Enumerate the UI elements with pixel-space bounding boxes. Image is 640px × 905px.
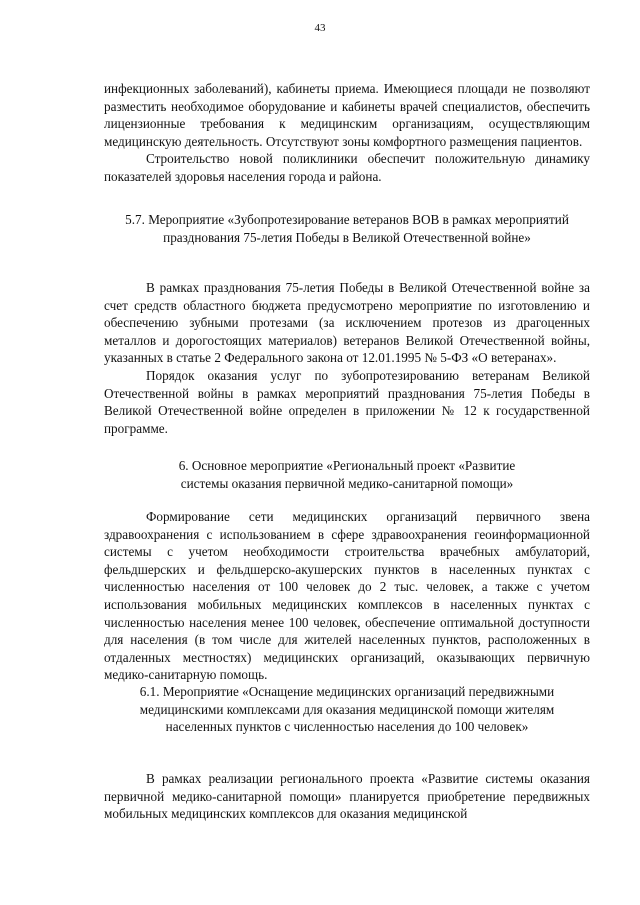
- section-6-1-heading: 6.1. Мероприятие «Оснащение медицинских организаций передвижными медицинскими комплексами для оказания медицинской помощи жителям населенных пунктов с численностью населения до 100 человек»: [139, 684, 555, 735]
- section-6-1-body: [104, 770, 590, 823]
- section-6-body: [104, 508, 590, 684]
- section-6-paragraph-1: Формирование сети медицинских организаций первичного звена здравоохранения с использованием в сфере здравоохранения геоинформационной системы с учетом необходимости строительства врачебных амбулаторий, фельдшерских и фельдшерско-акушерских пунктов в населенных пунктах с численностью населения от 100 человек до 2 тыс. человек, а также с учетом использования мобильных медицинских комплексов в населенных пунктах с численностью населения менее 100 человек, обеспечение оптимальной доступности для населения (в том числе для жителей населенных пунктов, расположенных в отдаленных местностях) медицинских организаций, оказывающих первичную медико-санитарную помощь.: [104, 509, 590, 683]
- intro-paragraph-1: инфекционных заболеваний), кабинеты приема. Имеющиеся площади не позволяют разместить необходимое оборудование и кабинеты врачей специалистов, обеспечить лицензионные требования к медицинским организациям, осуществляющим медицинскую деятельность. Отсутствуют зоны комфортного размещения пациентов.: [104, 81, 590, 149]
- page-number: 43: [314, 22, 326, 34]
- intro-block: [104, 80, 590, 186]
- section-5-7-heading: 5.7. Мероприятие «Зубопротезирование ветеранов ВОВ в рамках мероприятий празднования 75-летия Победы в Великой Отечественной войне»: [125, 212, 569, 245]
- intro-paragraph-2: Строительство новой поликлиники обеспечит положительную динамику показателей здоровья населения города и района.: [104, 151, 590, 184]
- section-6-heading: 6. Основное мероприятие «Региональный проект «Развитие системы оказания первичной медико-санитарной помощи»: [178, 458, 516, 491]
- section-5-7-paragraph-1: В рамках празднования 75-летия Победы в Великой Отечественной войне за счет средств областного бюджета предусмотрено мероприятие по изготовлению и обеспечению зубными протезами (за исключением протезов из драгоценных металлов и дорогостоящих материалов) ветеранов Великой Отечественной войны, указанных в статье 2 Федерального закона от 12.01.1995 № 5-ФЗ «О ветеранах».: [104, 280, 590, 366]
- section-5-7-paragraph-2: Порядок оказания услуг по зубопротезированию ветеранам Великой Отечественной войны в рамках мероприятий празднования 75-летия Победы в Великой Отечественной войне определен в приложении № 12 к государственной программе.: [104, 367, 590, 436]
- section-6-1-paragraph-1: В рамках реализации регионального проекта «Развитие системы оказания первичной медико-санитарной помощи» планируется приобретение передвижных мобильных медицинских комплексов для оказания медицинской: [104, 771, 590, 822]
- section-5-7-body: [104, 279, 590, 437]
